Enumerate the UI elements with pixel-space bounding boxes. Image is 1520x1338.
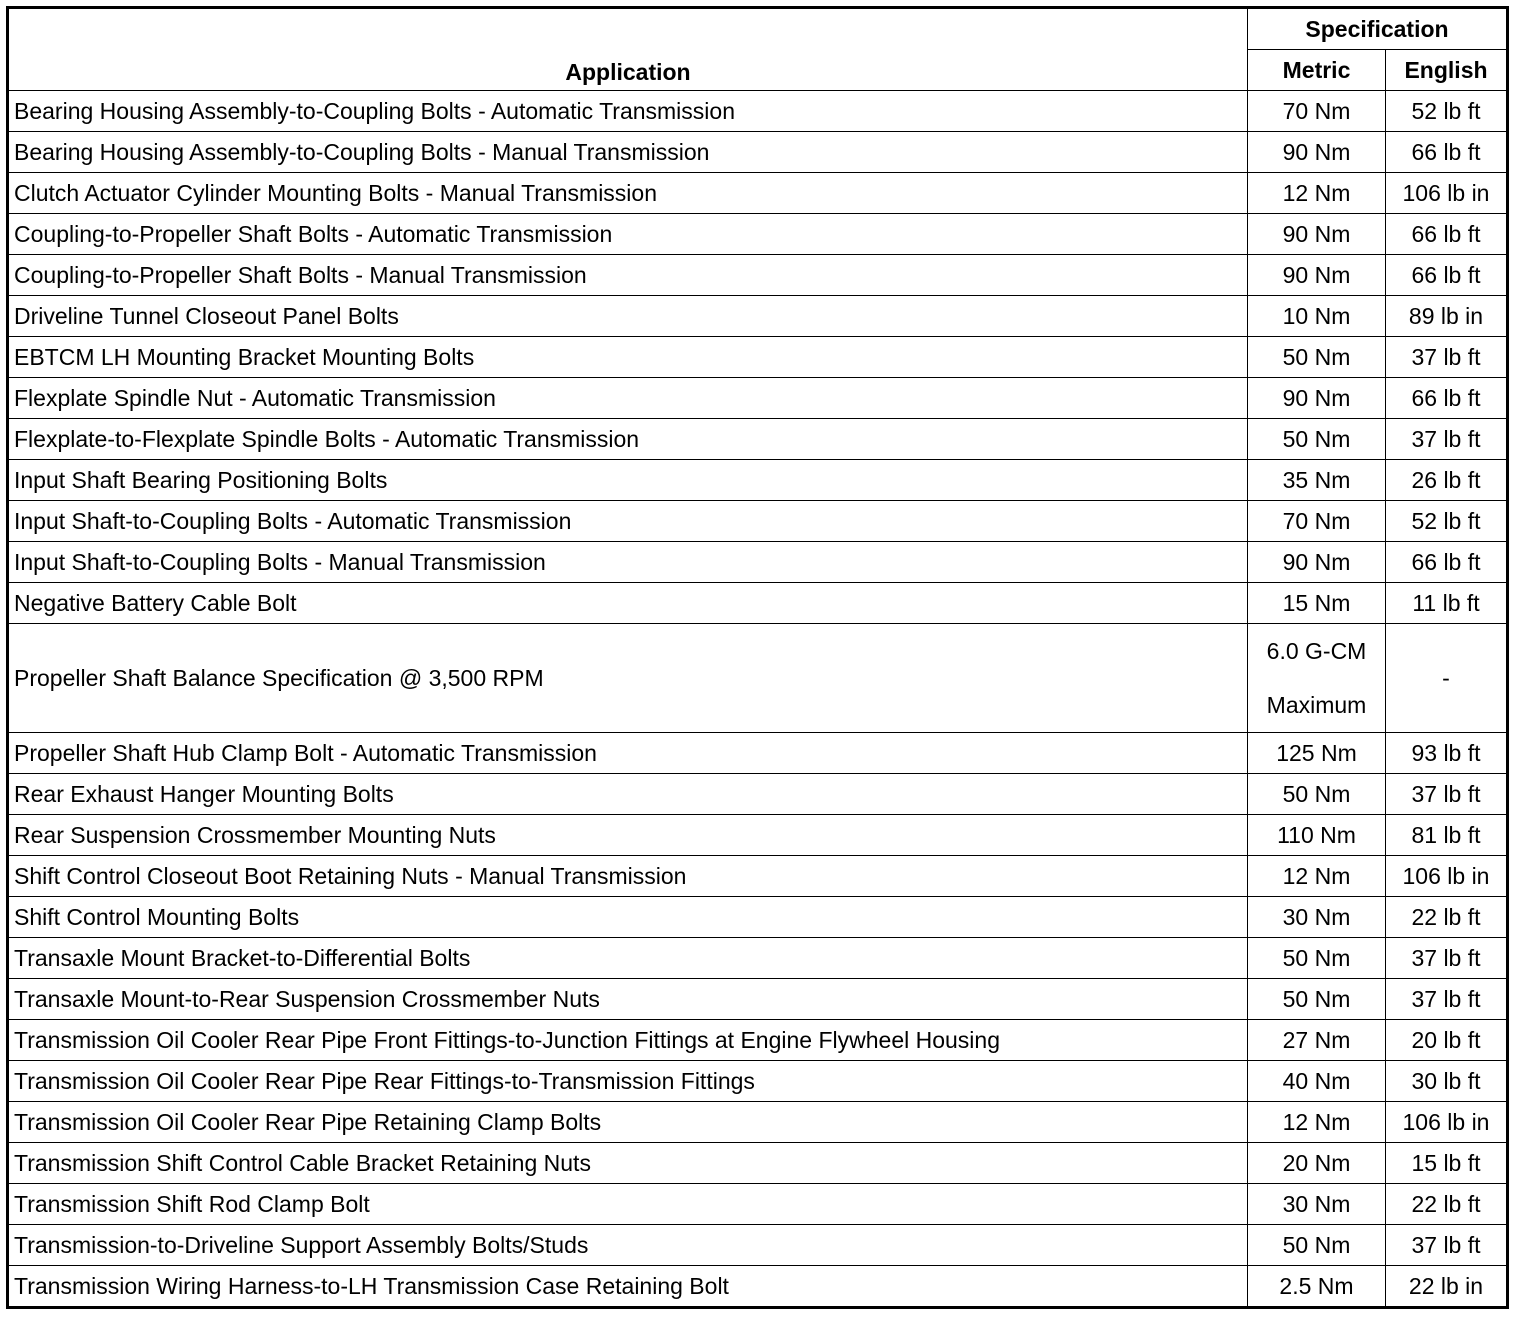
table-row [8, 296, 1508, 337]
cell-application: Transaxle Mount Bracket-to-Differential Bolts [8, 938, 1248, 979]
cell-metric: 30 Nm [1248, 897, 1386, 938]
cell-application: Transmission Shift Rod Clamp Bolt [8, 1184, 1248, 1225]
table-row [8, 460, 1508, 501]
cell-english: 11 lb ft [1386, 583, 1508, 624]
cell-english: 37 lb ft [1386, 419, 1508, 460]
cell-application: Bearing Housing Assembly-to-Coupling Bolts - Manual Transmission [8, 132, 1248, 173]
header-specification: Specification [1248, 8, 1508, 50]
cell-metric: 35 Nm [1248, 460, 1386, 501]
table-row [8, 1061, 1508, 1102]
cell-metric: 125 Nm [1248, 733, 1386, 774]
cell-application: Transmission Oil Cooler Rear Pipe Retaining Clamp Bolts [8, 1102, 1248, 1143]
cell-english: 15 lb ft [1386, 1143, 1508, 1184]
cell-english: 37 lb ft [1386, 337, 1508, 378]
cell-application: Shift Control Mounting Bolts [8, 897, 1248, 938]
cell-english: 93 lb ft [1386, 733, 1508, 774]
table-row [8, 91, 1508, 132]
cell-metric: 90 Nm [1248, 132, 1386, 173]
cell-english: 37 lb ft [1386, 979, 1508, 1020]
cell-english: 22 lb in [1386, 1266, 1508, 1308]
cell-english: 66 lb ft [1386, 132, 1508, 173]
cell-english: 66 lb ft [1386, 214, 1508, 255]
cell-metric: 50 Nm [1248, 979, 1386, 1020]
metric-line: 6.0 G-CM [1266, 638, 1367, 664]
cell-english: 37 lb ft [1386, 938, 1508, 979]
table-row [8, 214, 1508, 255]
cell-metric: 2.5 Nm [1248, 1266, 1386, 1308]
cell-metric [1248, 624, 1386, 733]
cell-english: 22 lb ft [1386, 897, 1508, 938]
cell-metric: 50 Nm [1248, 938, 1386, 979]
cell-english: 81 lb ft [1386, 815, 1508, 856]
cell-english: 66 lb ft [1386, 378, 1508, 419]
cell-application: Input Shaft-to-Coupling Bolts - Manual Transmission [8, 542, 1248, 583]
cell-application: Rear Suspension Crossmember Mounting Nuts [8, 815, 1248, 856]
cell-application: Flexplate Spindle Nut - Automatic Transmission [8, 378, 1248, 419]
cell-application: Shift Control Closeout Boot Retaining Nuts - Manual Transmission [8, 856, 1248, 897]
cell-metric: 30 Nm [1248, 1184, 1386, 1225]
cell-metric: 90 Nm [1248, 378, 1386, 419]
cell-english: 89 lb in [1386, 296, 1508, 337]
cell-application: Coupling-to-Propeller Shaft Bolts - Automatic Transmission [8, 214, 1248, 255]
table-row [8, 501, 1508, 542]
cell-metric: 50 Nm [1248, 419, 1386, 460]
metric-line: Maximum [1266, 692, 1367, 718]
cell-application: Input Shaft Bearing Positioning Bolts [8, 460, 1248, 501]
cell-metric: 27 Nm [1248, 1020, 1386, 1061]
table-row [8, 1020, 1508, 1061]
table-row [8, 419, 1508, 460]
table-row [8, 1225, 1508, 1266]
table-row [8, 378, 1508, 419]
cell-metric: 90 Nm [1248, 255, 1386, 296]
table-row [8, 173, 1508, 214]
cell-application: Propeller Shaft Hub Clamp Bolt - Automatic Transmission [8, 733, 1248, 774]
cell-english: 26 lb ft [1386, 460, 1508, 501]
cell-metric: 15 Nm [1248, 583, 1386, 624]
cell-english: 106 lb in [1386, 1102, 1508, 1143]
cell-application: Flexplate-to-Flexplate Spindle Bolts - Automatic Transmission [8, 419, 1248, 460]
cell-english: 37 lb ft [1386, 774, 1508, 815]
cell-metric: 70 Nm [1248, 501, 1386, 542]
table-row [8, 774, 1508, 815]
cell-application: Transmission Oil Cooler Rear Pipe Front Fittings-to-Junction Fittings at Engine Flywheel Housing [8, 1020, 1248, 1061]
cell-metric: 50 Nm [1248, 337, 1386, 378]
cell-english: 20 lb ft [1386, 1020, 1508, 1061]
table-row [8, 733, 1508, 774]
table-row [8, 815, 1508, 856]
cell-metric: 10 Nm [1248, 296, 1386, 337]
cell-metric: 90 Nm [1248, 542, 1386, 583]
cell-metric: 50 Nm [1248, 774, 1386, 815]
cell-application: Clutch Actuator Cylinder Mounting Bolts - Manual Transmission [8, 173, 1248, 214]
cell-english: 106 lb in [1386, 173, 1508, 214]
table-row [8, 938, 1508, 979]
table-row [8, 337, 1508, 378]
table-row [8, 255, 1508, 296]
table-row [8, 132, 1508, 173]
cell-application: Propeller Shaft Balance Specification @ 3,500 RPM [8, 624, 1248, 733]
cell-application: Transmission-to-Driveline Support Assembly Bolts/Studs [8, 1225, 1248, 1266]
table-row [8, 856, 1508, 897]
cell-metric: 90 Nm [1248, 214, 1386, 255]
table-row [8, 624, 1508, 733]
cell-application: Transmission Oil Cooler Rear Pipe Rear Fittings-to-Transmission Fittings [8, 1061, 1248, 1102]
cell-application: Transmission Shift Control Cable Bracket Retaining Nuts [8, 1143, 1248, 1184]
header-english: English [1386, 50, 1508, 91]
cell-english: 37 lb ft [1386, 1225, 1508, 1266]
cell-application: Negative Battery Cable Bolt [8, 583, 1248, 624]
cell-english: - [1386, 624, 1508, 733]
table-row [8, 1184, 1508, 1225]
table-header [8, 8, 1508, 91]
cell-application: Coupling-to-Propeller Shaft Bolts - Manual Transmission [8, 255, 1248, 296]
specification-table [6, 6, 1509, 1309]
cell-application: Input Shaft-to-Coupling Bolts - Automatic Transmission [8, 501, 1248, 542]
header-metric: Metric [1248, 50, 1386, 91]
cell-english: 52 lb ft [1386, 91, 1508, 132]
cell-application: Driveline Tunnel Closeout Panel Bolts [8, 296, 1248, 337]
cell-metric: 40 Nm [1248, 1061, 1386, 1102]
cell-english: 22 lb ft [1386, 1184, 1508, 1225]
table-row [8, 542, 1508, 583]
cell-metric: 50 Nm [1248, 1225, 1386, 1266]
table-row [8, 1143, 1508, 1184]
table-row [8, 1102, 1508, 1143]
cell-metric: 12 Nm [1248, 173, 1386, 214]
table-row [8, 1266, 1508, 1308]
header-application: Application [8, 8, 1248, 91]
table-row [8, 583, 1508, 624]
cell-application: Rear Exhaust Hanger Mounting Bolts [8, 774, 1248, 815]
cell-metric: 12 Nm [1248, 1102, 1386, 1143]
table-row [8, 979, 1508, 1020]
cell-metric: 12 Nm [1248, 856, 1386, 897]
cell-english: 30 lb ft [1386, 1061, 1508, 1102]
cell-english: 52 lb ft [1386, 501, 1508, 542]
cell-metric: 110 Nm [1248, 815, 1386, 856]
table-body [8, 91, 1508, 1308]
cell-english: 66 lb ft [1386, 255, 1508, 296]
cell-metric: 20 Nm [1248, 1143, 1386, 1184]
cell-application: EBTCM LH Mounting Bracket Mounting Bolts [8, 337, 1248, 378]
table-row [8, 897, 1508, 938]
cell-english: 66 lb ft [1386, 542, 1508, 583]
cell-application: Transmission Wiring Harness-to-LH Transmission Case Retaining Bolt [8, 1266, 1248, 1308]
cell-application: Bearing Housing Assembly-to-Coupling Bolts - Automatic Transmission [8, 91, 1248, 132]
cell-english: 106 lb in [1386, 856, 1508, 897]
cell-application: Transaxle Mount-to-Rear Suspension Crossmember Nuts [8, 979, 1248, 1020]
cell-metric: 70 Nm [1248, 91, 1386, 132]
